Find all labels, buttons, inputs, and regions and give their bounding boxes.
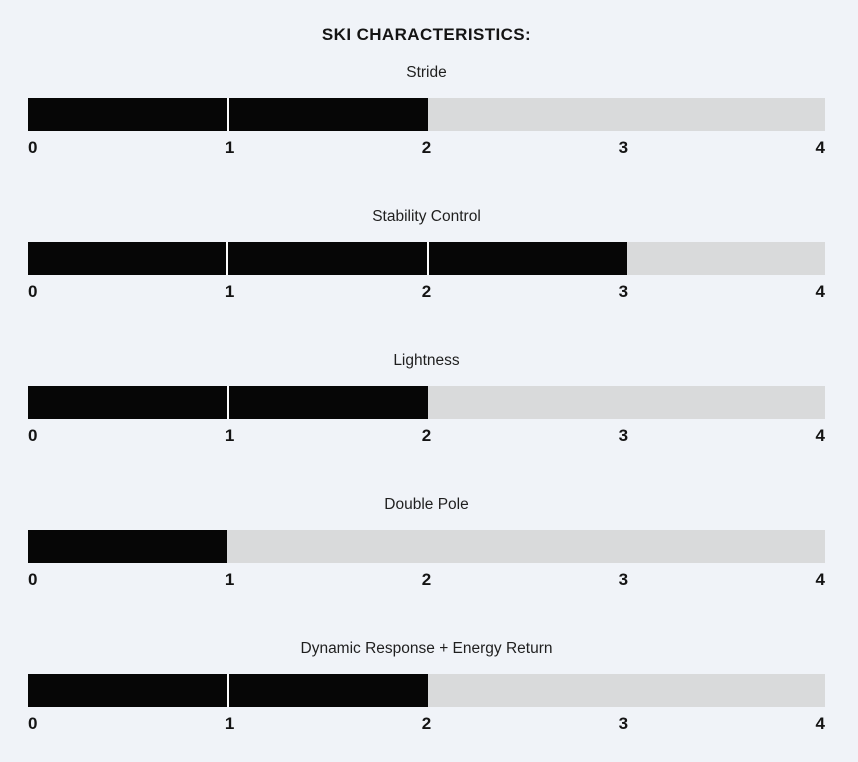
- tick-label: 4: [815, 282, 825, 301]
- bar-segment-filled: [227, 98, 428, 131]
- tick-label: 4: [815, 138, 825, 157]
- tick-label: 3: [618, 570, 629, 589]
- scale-tick-row: [28, 139, 825, 157]
- scale-tick-row: [28, 715, 825, 733]
- rating-bar-track: [28, 530, 825, 563]
- bar-segment-filled: [28, 98, 227, 131]
- bar-segment-empty: [626, 98, 825, 131]
- bar-segment-empty: [626, 674, 825, 707]
- tick-label: 3: [618, 714, 629, 733]
- tick-label: 0: [28, 714, 38, 733]
- tick-label: 4: [815, 426, 825, 445]
- bar-segment-filled: [28, 386, 227, 419]
- bar-segment-empty: [626, 530, 825, 563]
- tick-label: 4: [815, 570, 825, 589]
- rating-bar-track: [28, 674, 825, 707]
- characteristic-section: [28, 496, 825, 589]
- characteristic-section: [28, 352, 825, 445]
- tick-label: 0: [28, 570, 38, 589]
- scale-tick-row: [28, 427, 825, 445]
- bar-segment-empty: [626, 386, 825, 419]
- bar-segment-empty: [428, 98, 627, 131]
- tick-label: 1: [224, 570, 235, 589]
- tick-label: 3: [618, 426, 629, 445]
- bar-segment-filled: [226, 242, 426, 275]
- tick-label: 2: [421, 138, 432, 157]
- characteristic-label: Dynamic Response + Energy Return: [300, 640, 553, 657]
- bar-segment-empty: [428, 386, 627, 419]
- characteristic-section: [28, 208, 825, 301]
- tick-label: 0: [28, 138, 38, 157]
- tick-label: 2: [421, 282, 432, 301]
- tick-label: 3: [618, 138, 629, 157]
- tick-label: 2: [421, 714, 432, 733]
- tick-label: 0: [28, 282, 38, 301]
- bar-segment-empty: [627, 242, 825, 275]
- scale-tick-row: [28, 283, 825, 301]
- characteristics-list: [28, 64, 825, 733]
- bar-segment-filled: [28, 530, 227, 563]
- tick-label: 0: [28, 426, 38, 445]
- rating-bar-track: [28, 242, 825, 275]
- bar-segment-filled: [427, 242, 627, 275]
- bar-segment-filled: [227, 386, 428, 419]
- characteristic-label: Lightness: [393, 352, 460, 369]
- tick-label: 1: [224, 138, 235, 157]
- bar-segment-filled: [28, 674, 227, 707]
- characteristic-section: [28, 64, 825, 157]
- tick-label: 1: [224, 282, 235, 301]
- rating-bar-track: [28, 386, 825, 419]
- scale-tick-row: [28, 571, 825, 589]
- bar-segment-empty: [227, 530, 426, 563]
- characteristic-label: Stability Control: [372, 208, 481, 225]
- characteristic-section: [28, 640, 825, 733]
- characteristic-label: Double Pole: [384, 496, 469, 513]
- tick-label: 2: [421, 426, 432, 445]
- tick-label: 2: [421, 570, 432, 589]
- bar-segment-filled: [227, 674, 428, 707]
- bar-segment-empty: [427, 530, 626, 563]
- rating-bar-track: [28, 98, 825, 131]
- tick-label: 3: [618, 282, 629, 301]
- characteristic-label: Stride: [406, 64, 447, 81]
- chart-title: SKI CHARACTERISTICS:: [321, 25, 532, 44]
- bar-segment-empty: [428, 674, 627, 707]
- tick-label: 4: [815, 714, 825, 733]
- tick-label: 1: [224, 426, 235, 445]
- tick-label: 1: [224, 714, 235, 733]
- bar-segment-filled: [28, 242, 226, 275]
